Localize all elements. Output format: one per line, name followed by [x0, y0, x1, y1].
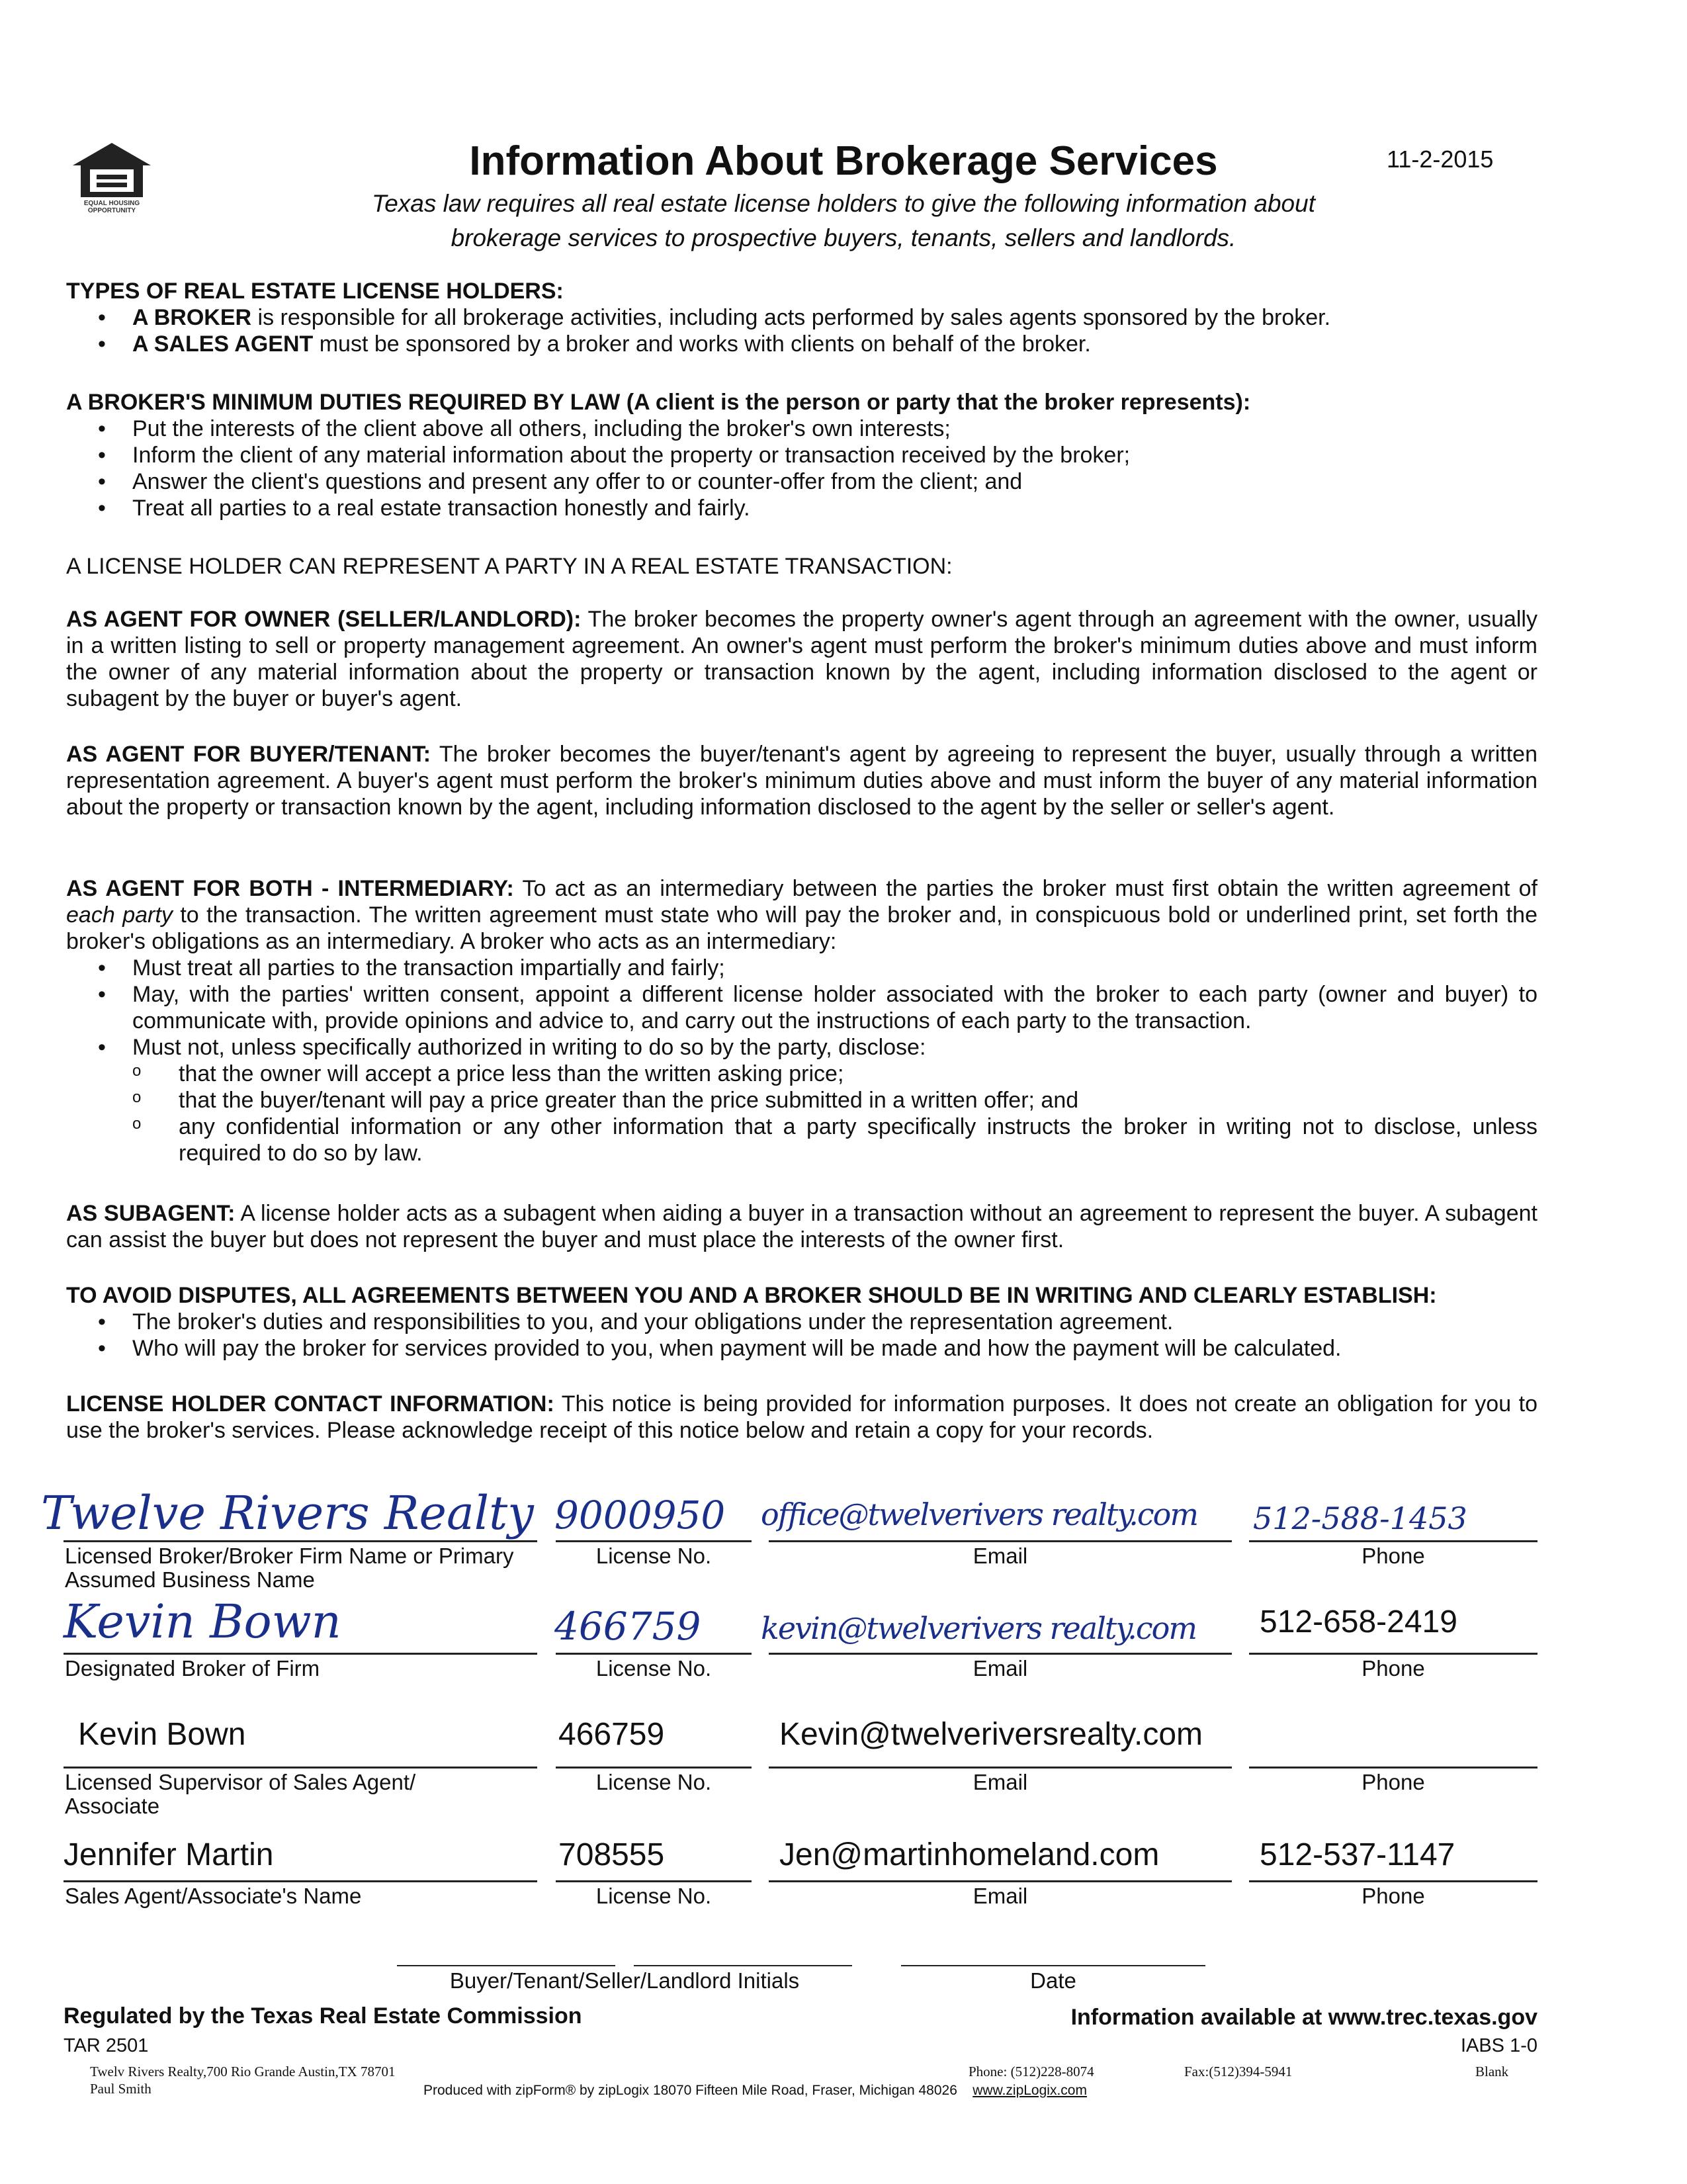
designated-broker-name: Kevin Bown	[64, 1594, 341, 1649]
list-item: • Inform the client of any material information about the property or transaction received by the broker;	[132, 442, 1537, 468]
agent-line: Paul Smith	[90, 2081, 151, 2097]
ziplogix-link[interactable]: www.zipLogix.com	[973, 2083, 1087, 2098]
agent-for-buyer: AS AGENT FOR BUYER/TENANT: The broker becomes the buyer/tenant's agent by agreeing to represent the buyer, usually through a written representation agreement. A buyer's agent must perform the broker's minimum duties above and must inform the buyer of any material information about the property or transaction known by the agent, including information disclosed to the agent by the seller or seller's agent.	[66, 742, 1538, 820]
email-label: Email	[973, 1884, 1028, 1908]
office-phone: Phone: (512)228-8074	[969, 2064, 1094, 2079]
broker-firm-name: Twelve Rivers Realty	[41, 1486, 534, 1540]
sales-agent-email: Jen@martinhomeland.com	[779, 1837, 1160, 1872]
broker-phone: 512-588-1453	[1253, 1501, 1467, 1536]
designated-broker-email: kevin@twelverivers realty.com	[761, 1610, 1196, 1646]
produced-text: Produced with zipForm® by zipLogix 18070 Fifteen Mile Road, Fraser, Michigan 48026 www.zipLogix.com	[423, 2083, 1087, 2098]
represent-heading: A LICENSE HOLDER CAN REPRESENT A PARTY IN A REAL ESTATE TRANSACTION:	[66, 554, 953, 579]
designated-broker-label: Designated Broker of Firm	[65, 1656, 320, 1681]
regulated-text: Regulated by the Texas Real Estate Commission	[64, 2003, 582, 2029]
duties-section	[66, 389, 1537, 521]
supervisor-license: 466759	[558, 1717, 665, 1752]
page-title: Information About Brokerage Services	[469, 138, 1218, 184]
license-label: License No.	[595, 1770, 712, 1794]
email-label: Email	[973, 1770, 1028, 1794]
list-item: • A SALES AGENT must be sponsored by a broker and works with clients on behalf of the broker.	[132, 331, 1537, 357]
license-label: License No.	[595, 1544, 712, 1568]
office-fax: Fax:(512)394-5941	[1184, 2064, 1293, 2079]
license-label: License No.	[595, 1656, 712, 1681]
types-section	[66, 278, 1537, 357]
broker-firm-label: Licensed Broker/Broker Firm Name or Primary Assumed Business Name	[65, 1544, 514, 1592]
list-item: • A BROKER is responsible for all brokerage activities, including acts performed by sales agents sponsored by the broker.	[132, 304, 1537, 331]
sales-agent-license: 708555	[558, 1837, 665, 1872]
phone-label: Phone	[1362, 1544, 1425, 1568]
page-subtitle	[198, 187, 1489, 255]
iabs-id: IABS 1-0	[1460, 2035, 1537, 2056]
transaction-name: Blank	[1475, 2064, 1509, 2079]
form-id: TAR 2501	[64, 2035, 149, 2056]
phone-label: Phone	[1362, 1884, 1425, 1908]
duties-heading: A BROKER'S MINIMUM DUTIES REQUIRED BY LAW (A client is the person or party that the broker represents):	[66, 390, 1251, 415]
list-item: • The broker's duties and responsibilities to you, and your obligations under the representation agreement.	[132, 1309, 1537, 1335]
broker-email: office@twelverivers realty.com	[761, 1497, 1197, 1532]
list-item: • Put the interests of the client above all others, including the broker's own interests;	[132, 415, 1537, 442]
disputes-heading: TO AVOID DISPUTES, ALL AGREEMENTS BETWEEN YOU AND A BROKER SHOULD BE IN WRITING AND CLEARLY ESTABLISH:	[66, 1283, 1437, 1308]
list-item: • May, with the parties' written consent, appoint a different license holder associated with the broker to each party (owner and buyer) to communicate with, provide opinions and advice to, and carry out the instructions of each party to the transaction.	[132, 981, 1537, 1034]
form-date: 11-2-2015	[1387, 146, 1494, 173]
sales-agent-phone: 512-537-1147	[1260, 1837, 1455, 1872]
email-label: Email	[973, 1544, 1028, 1568]
initials-label: Buyer/Tenant/Seller/Landlord Initials	[449, 1968, 800, 1993]
phone-label: Phone	[1362, 1770, 1425, 1794]
supervisor-email: Kevin@twelveriversrealty.com	[779, 1717, 1203, 1752]
email-label: Email	[973, 1656, 1028, 1681]
phone-label: Phone	[1362, 1656, 1425, 1681]
list-item: • Answer the client's questions and present any offer to or counter-offer from the client; and	[132, 468, 1537, 495]
agent-for-both: AS AGENT FOR BOTH - INTERMEDIARY: To act as an intermediary between the parties the broker must first obtain the written agreement of each party to the transaction. The written agreement must state who will pay the broker and, in conspicuous bold or underlined print, set forth the broker's obligations as an intermediary. A broker who acts as an intermediary: • Must treat all parties to the transaction impartially and fairly; • May, with the parties' written consent, appoint a different license holder associated with the broker to each party (owner and buyer) to communicate with, provide opinions and advice to, and carry out the instructions of each party to the transaction. • Must not, unless specifically authorized in writing to do so by the party, disclose: o that the owner will accept a price less than the written asking price; o that the buyer/tenant will pay a price greater than the price submitted in a written offer; and o any confidential information or any other information that a party specifically instructs the broker in writing not to disclose, unless required to do so by law.	[66, 875, 1537, 1166]
agent-for-owner: AS AGENT FOR OWNER (SELLER/LANDLORD): The broker becomes the property owner's agent through an agreement with the owner, usually in a written listing to sell or property management agreement. An owner's agent must perform the broker's minimum duties above and must inform the owner of any material information about the property or transaction known by the agent, including information disclosed to the agent or subagent by the buyer or buyer's agent.	[66, 607, 1537, 711]
types-heading: TYPES OF REAL ESTATE LICENSE HOLDERS:	[66, 279, 564, 304]
list-item: • Who will pay the broker for services provided to you, when payment will be made and how the payment will be calculated.	[132, 1335, 1537, 1362]
list-item: o any confidential information or any other information that a party specifically instructs the broker in writing not to disclose, unless required to do so by law.	[179, 1114, 1537, 1166]
sales-agent-label: Sales Agent/Associate's Name	[65, 1884, 362, 1908]
subtitle-line-2: brokerage services to prospective buyers, tenants, sellers and landlords.	[451, 224, 1236, 251]
contact-info: LICENSE HOLDER CONTACT INFORMATION: This notice is being provided for information purposes. It does not create an obligation for you to use the broker's services. Please acknowledge receipt of this notice below and retain a copy for your records.	[66, 1391, 1537, 1443]
sales-agent-name: Jennifer Martin	[64, 1837, 274, 1872]
license-label: License No.	[595, 1884, 712, 1908]
date-label: Date	[1030, 1968, 1076, 1993]
designated-broker-phone: 512-658-2419	[1260, 1604, 1457, 1639]
broker-license: 9000950	[554, 1493, 726, 1538]
list-item: o that the owner will accept a price less than the written asking price;	[179, 1061, 1537, 1087]
disputes-section	[66, 1282, 1537, 1362]
list-item: • Treat all parties to a real estate transaction honestly and fairly.	[132, 495, 1537, 521]
supervisor-name: Kevin Bown	[78, 1717, 246, 1752]
list-item: • Must treat all parties to the transaction impartially and fairly;	[132, 955, 1537, 981]
office-line: Twelv Rivers Realty,700 Rio Grande Austin,TX 78701	[90, 2064, 396, 2079]
list-item: o that the buyer/tenant will pay a price greater than the price submitted in a written offer; and	[179, 1087, 1537, 1114]
designated-broker-license: 466759	[554, 1604, 701, 1649]
subtitle-line-1: Texas law requires all real estate license holders to give the following information about	[372, 190, 1315, 217]
subagent: AS SUBAGENT: A license holder acts as a subagent when aiding a buyer in a transaction without an agreement to represent the buyer. A subagent can assist the buyer but does not represent the buyer and must place the interests of the owner first.	[66, 1201, 1537, 1252]
logo-text: EQUAL HOUSING OPPORTUNITY	[83, 200, 140, 214]
info-text: Information available at www.trec.texas.gov	[1070, 2005, 1537, 2030]
supervisor-label: Licensed Supervisor of Sales Agent/ Associate	[65, 1770, 416, 1818]
list-item: • Must not, unless specifically authorized in writing to do so by the party, disclose:	[132, 1034, 1537, 1061]
